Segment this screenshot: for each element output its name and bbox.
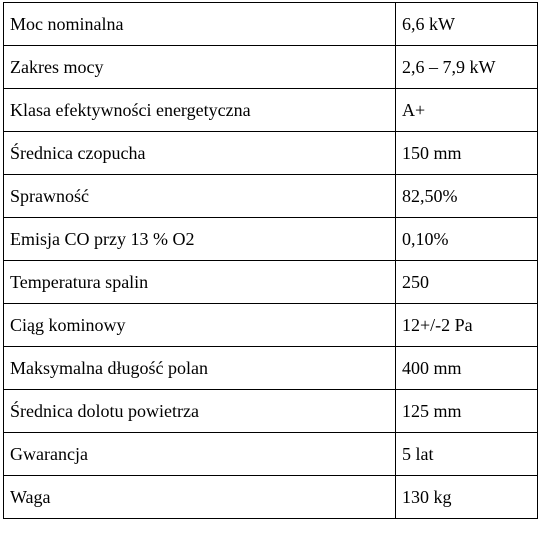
table-row (4, 304, 538, 347)
spec-value: 12+/-2 Pa (396, 304, 538, 347)
spec-label: Emisja CO przy 13 % O2 (4, 218, 396, 261)
table-row (4, 175, 538, 218)
spec-label: Waga (4, 476, 396, 519)
specification-table-body (4, 3, 538, 519)
spec-value: 82,50% (396, 175, 538, 218)
spec-label: Zakres mocy (4, 46, 396, 89)
spec-value: A+ (396, 89, 538, 132)
table-row (4, 46, 538, 89)
spec-label: Gwarancja (4, 433, 396, 476)
spec-label: Sprawność (4, 175, 396, 218)
table-row (4, 433, 538, 476)
spec-label: Moc nominalna (4, 3, 396, 46)
spec-value: 0,10% (396, 218, 538, 261)
spec-label: Średnica czopucha (4, 132, 396, 175)
spec-value: 150 mm (396, 132, 538, 175)
table-row (4, 347, 538, 390)
spec-label: Maksymalna długość polan (4, 347, 396, 390)
table-row (4, 390, 538, 433)
table-row (4, 261, 538, 304)
spec-label: Klasa efektywności energetyczna (4, 89, 396, 132)
spec-value: 5 lat (396, 433, 538, 476)
table-row (4, 476, 538, 519)
specification-table (3, 2, 538, 519)
table-row (4, 132, 538, 175)
spec-value: 130 kg (396, 476, 538, 519)
table-row (4, 218, 538, 261)
spec-value: 2,6 – 7,9 kW (396, 46, 538, 89)
spec-label: Ciąg kominowy (4, 304, 396, 347)
table-row (4, 89, 538, 132)
spec-value: 400 mm (396, 347, 538, 390)
spec-value: 6,6 kW (396, 3, 538, 46)
spec-label: Temperatura spalin (4, 261, 396, 304)
spec-value: 125 mm (396, 390, 538, 433)
table-row (4, 3, 538, 46)
spec-value: 250 (396, 261, 538, 304)
spec-label: Średnica dolotu powietrza (4, 390, 396, 433)
